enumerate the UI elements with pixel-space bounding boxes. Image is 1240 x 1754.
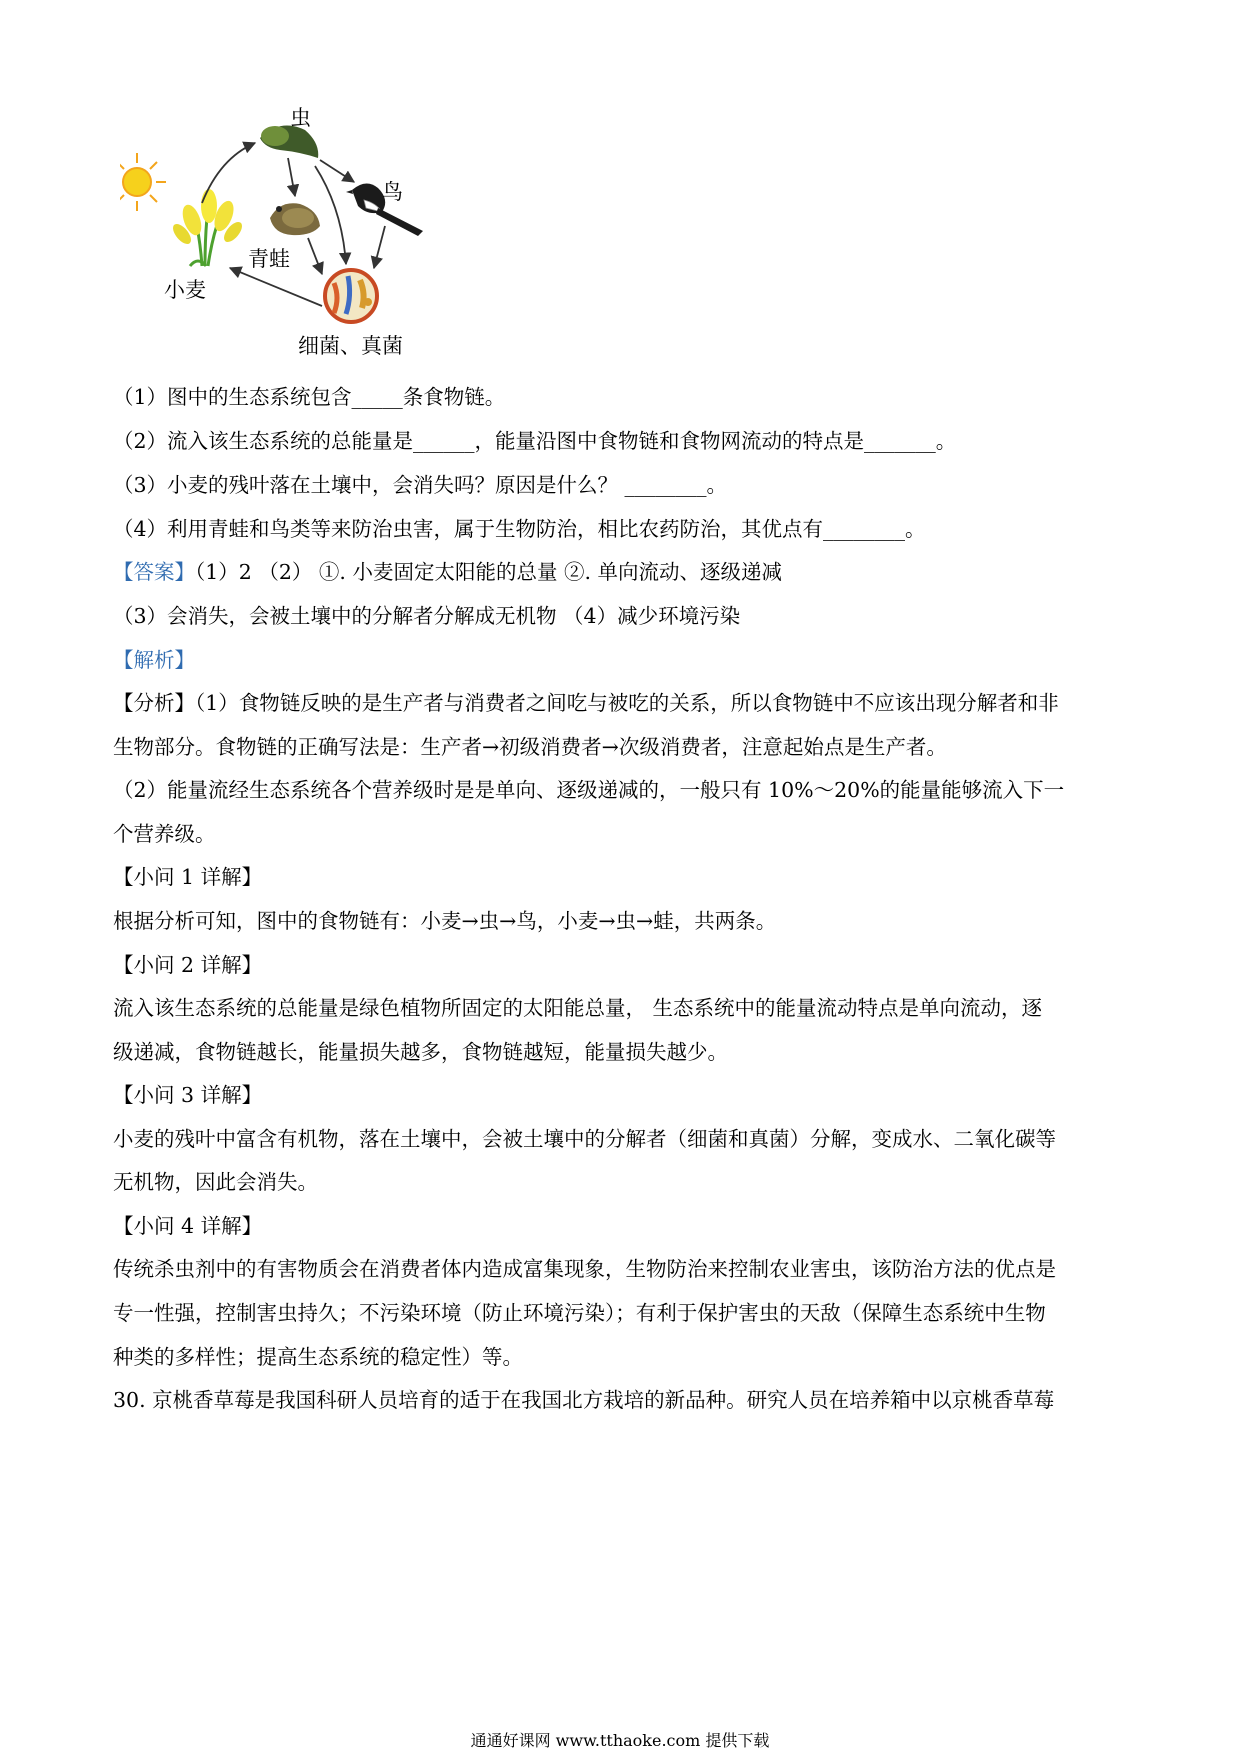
subquestion-2-text-2: 级递减，食物链越长，能量损失越多，食物链越短，能量损失越少。 xyxy=(113,1040,728,1064)
label-insect: 虫 xyxy=(290,106,311,130)
sun-icon xyxy=(120,153,166,211)
analysis-line-2: 生物部分。食物链的正确写法是：生产者→初级消费者→次级消费者，注意起始点是生产者。 xyxy=(113,735,947,759)
question-2: （2）流入该生态系统的总能量是______，能量沿图中食物链和食物网流动的特点是_______。 xyxy=(113,429,957,453)
subquestion-3-text-2: 无机物，因此会消失。 xyxy=(113,1170,318,1194)
subquestion-4-heading: 【小问 4 详解】 xyxy=(113,1214,263,1238)
label-wheat: 小麦 xyxy=(164,278,206,302)
arrow-bird-to-decomposer xyxy=(374,226,385,268)
answer-line-1 xyxy=(113,557,782,587)
subquestion-4-text-2: 专一性强，控制害虫持久；不污染环境（防止环境污染）；有利于保护害虫的天敌（保障生态系统中生物 xyxy=(113,1301,1046,1325)
question-1: （1）图中的生态系统包含_____条食物链。 xyxy=(113,385,506,409)
analysis-tag: 【解析】 xyxy=(113,648,195,672)
food-web-figure xyxy=(120,108,520,398)
question-30-intro: 30. 京桃香草莓是我国科研人员培育的适于在我国北方栽培的新品种。研究人员在培养箱中以京桃香草莓 xyxy=(113,1388,1055,1412)
wheat-icon xyxy=(170,189,246,266)
subquestion-3-text-1: 小麦的残叶中富含有机物，落在土壤中，会被土壤中的分解者（细菌和真菌）分解，变成水、二氧化碳等 xyxy=(113,1127,1056,1151)
frog-icon xyxy=(270,203,320,235)
subquestion-1-text: 根据分析可知，图中的食物链有：小麦→虫→鸟，小麦→虫→蛙，共两条。 xyxy=(113,909,777,933)
answer-tag: 【答案】 xyxy=(113,560,195,584)
subquestion-4-text-3: 种类的多样性；提高生态系统的稳定性）等。 xyxy=(113,1345,523,1369)
arrow-insect-to-bird xyxy=(320,160,354,182)
arrow-insect-to-decomposer xyxy=(315,166,346,264)
analysis-line-1: 【分析】（1）食物链反映的是生产者与消费者之间吃与被吃的关系，所以食物链中不应该出现分解者和非 xyxy=(113,691,1059,715)
bacteria-fungi-icon xyxy=(325,270,377,322)
arrow-frog-to-decomposer xyxy=(308,238,322,274)
subquestion-4-text-1: 传统杀虫剂中的有害物质会在消费者体内造成富集现象，生物防治来控制农业害虫，该防治方法的优点是 xyxy=(113,1257,1056,1281)
label-bird: 鸟 xyxy=(382,180,403,204)
subquestion-2-text-1: 流入该生态系统的总能量是绿色植物所固定的太阳能总量， 生态系统中的能量流动特点是单向流动，逐 xyxy=(113,996,1043,1020)
arrow-insect-to-frog xyxy=(288,158,295,196)
label-frog: 青蛙 xyxy=(248,247,290,271)
analysis-line-4: 个营养级。 xyxy=(113,822,216,846)
arrow-decomposer-to-wheat xyxy=(230,268,322,306)
question-3: （3）小麦的残叶落在土壤中，会消失吗？原因是什么？ ________。 xyxy=(113,473,728,497)
answer-line-2: （3）会消失，会被土壤中的分解者分解成无机物 （4）减少环境污染 xyxy=(113,604,741,628)
subquestion-3-heading: 【小问 3 详解】 xyxy=(113,1083,263,1107)
subquestion-1-heading: 【小问 1 详解】 xyxy=(113,865,263,889)
subquestion-2-heading: 【小问 2 详解】 xyxy=(113,953,263,977)
answer-text: （1）2 （2） ①. 小麦固定太阳能的总量 ②. 单向流动、逐级递减 xyxy=(195,560,782,584)
label-decomposer: 细菌、真菌 xyxy=(298,334,403,358)
question-4: （4）利用青蛙和鸟类等来防治虫害，属于生物防治，相比农药防治，其优点有________。 xyxy=(113,517,926,541)
page-footer: 通通好课网 www.tthaoke.com 提供下载 xyxy=(470,1731,770,1750)
analysis-line-3: （2）能量流经生态系统各个营养级时是是单向、逐级递减的，一般只有 10%～20%的能量能够流入下一 xyxy=(113,778,1065,802)
